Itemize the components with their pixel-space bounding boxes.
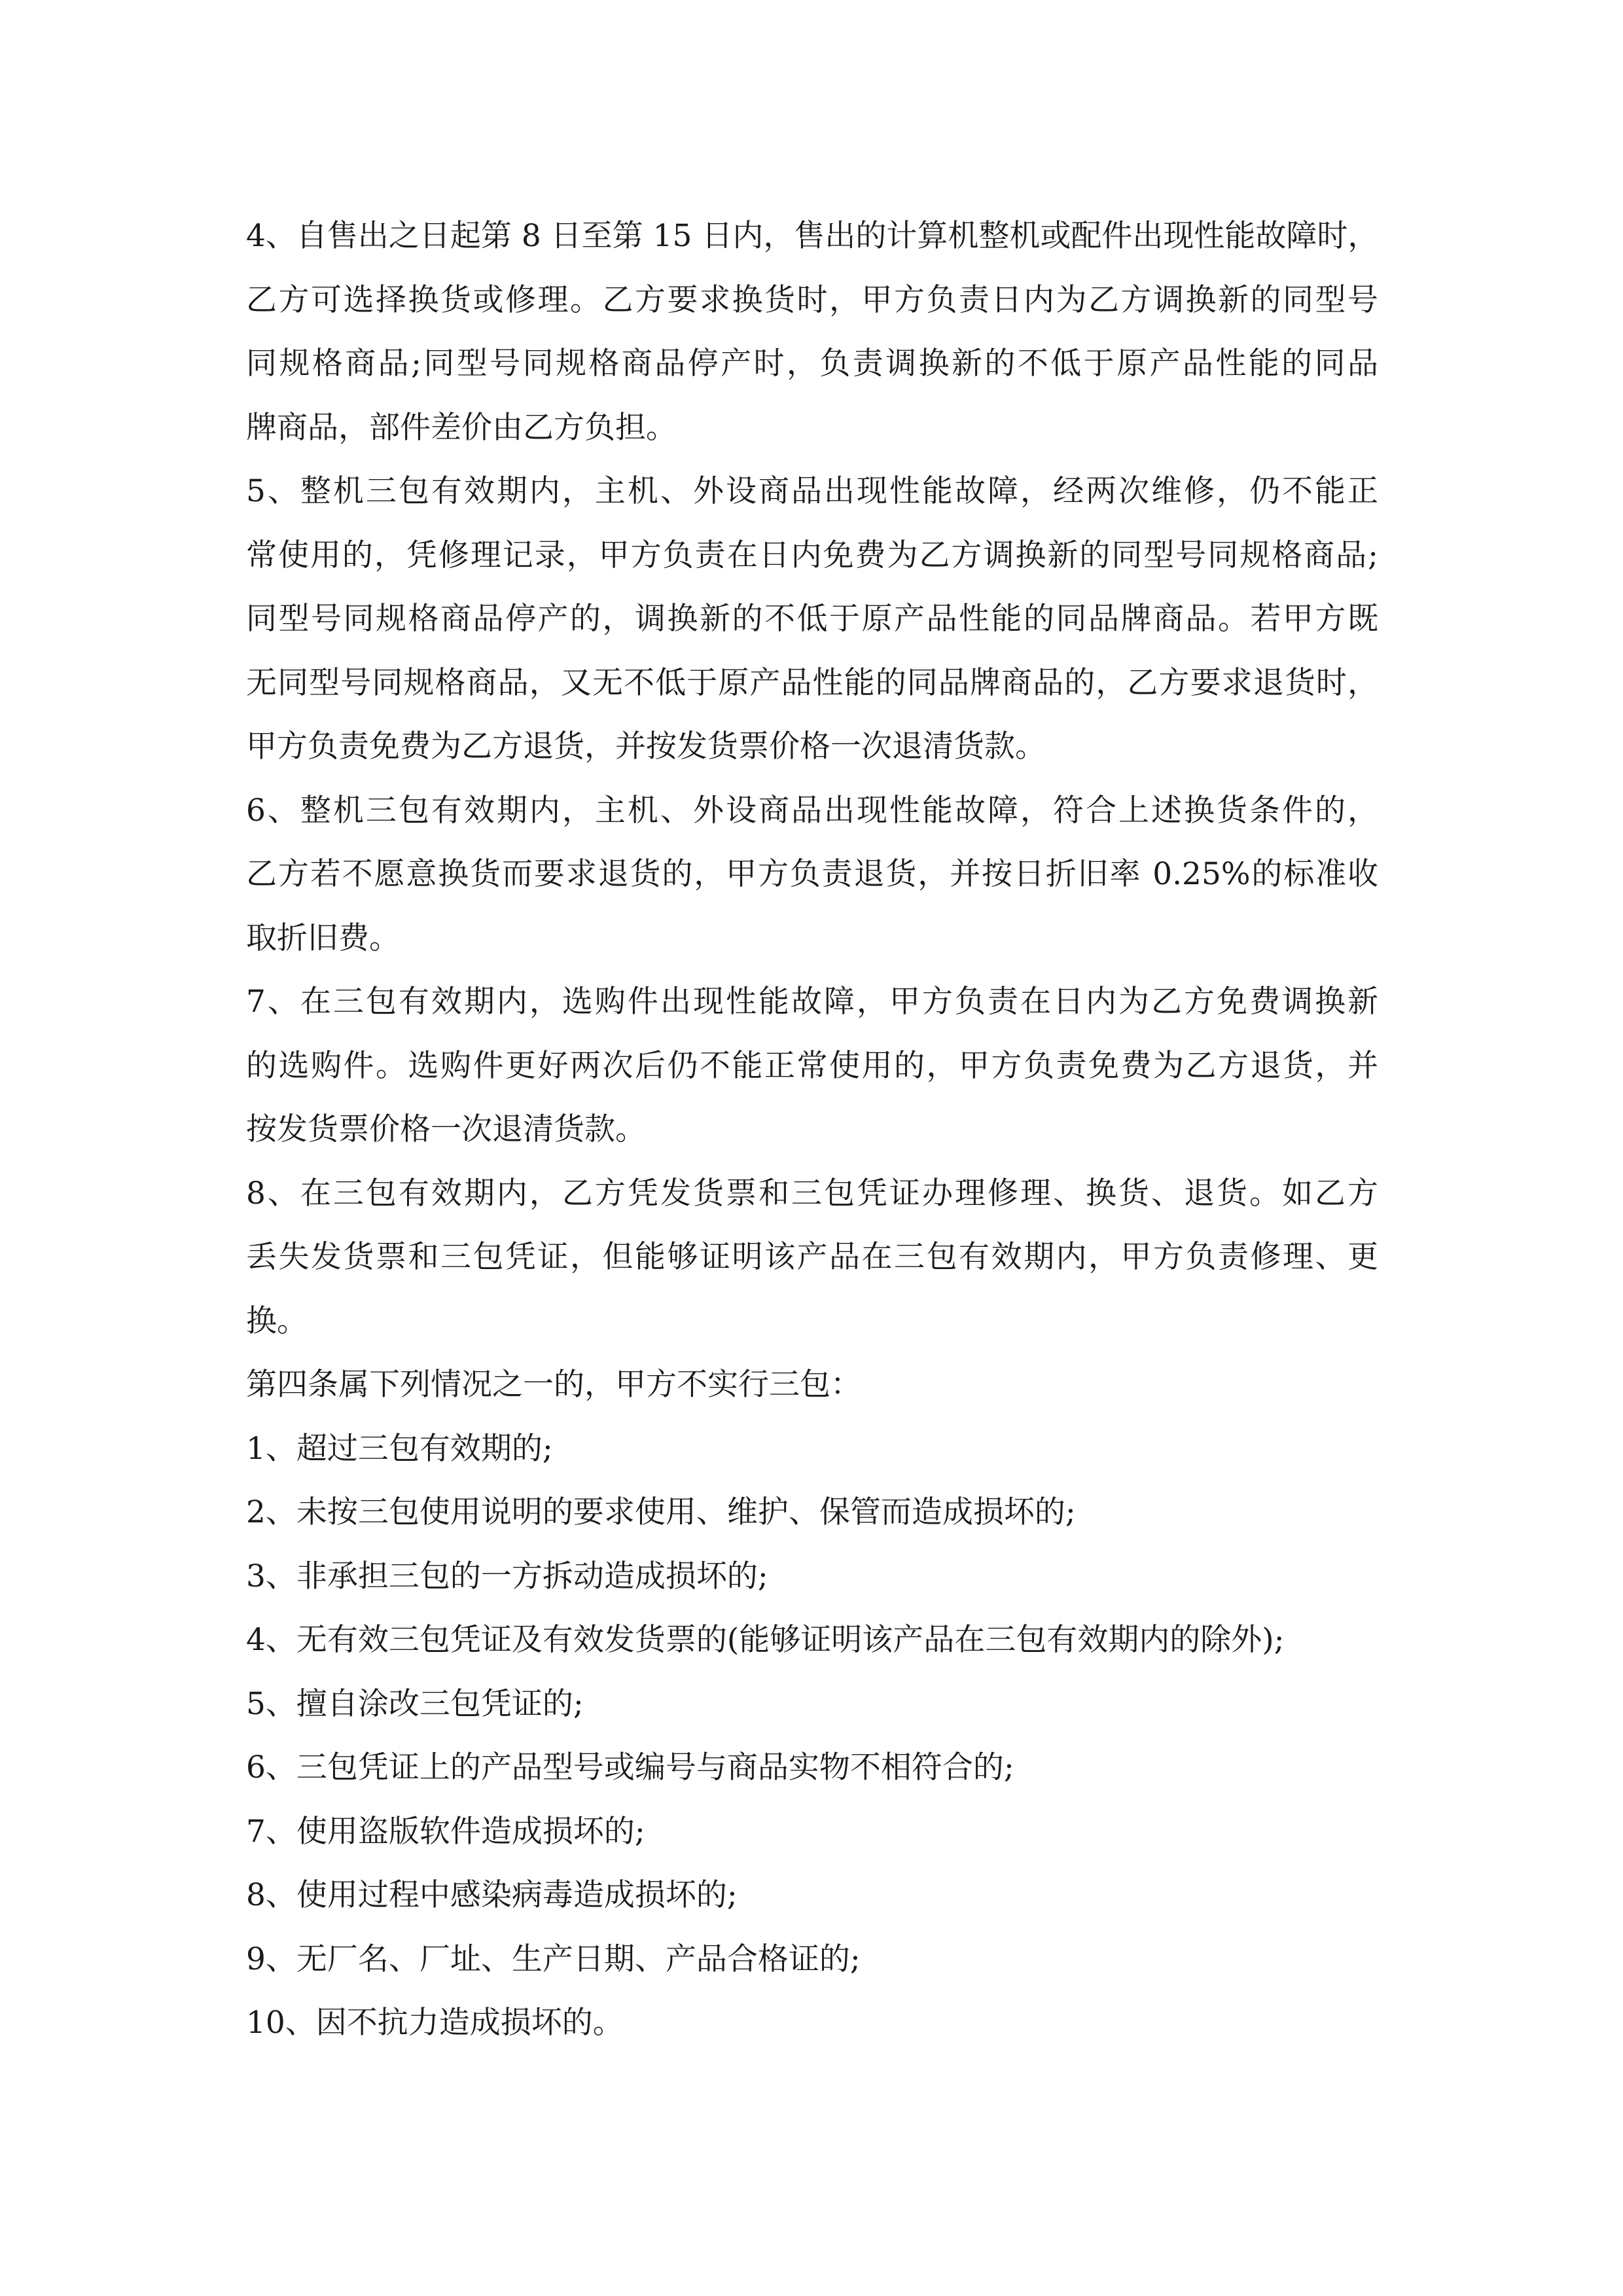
clause-4-line-3: 同规格商品;同型号同规格商品停产时，负责调换新的不低于原产品性能的同品 [246, 346, 1378, 382]
clause-4-line-1: 4、自售出之日起第 8 日至第 15 日内，售出的计算机整机或配件出现性能故障时， [246, 218, 1379, 254]
clause-4-line-4: 牌商品，部件差价由乙方负担。 [246, 409, 677, 446]
clause-4-line-2: 乙方可选择换货或修理。乙方要求换货时，甲方负责日内为乙方调换新的同型号 [246, 281, 1378, 318]
clause-5-line-3: 同型号同规格商品停产的，调换新的不低于原产品性能的同品牌商品。若甲方既 [246, 601, 1378, 637]
clause-7-line-3: 按发货票价格一次退清货款。 [246, 1111, 646, 1147]
exclusion-item-3: 3、非承担三包的一方拆动造成损坏的; [246, 1558, 768, 1594]
clause-5-line-4: 无同型号同规格商品，又无不低于原产品性能的同品牌商品的，乙方要求退货时， [246, 664, 1378, 701]
exclusion-item-9: 9、无厂名、厂址、生产日期、产品合格证的; [246, 1941, 861, 1977]
clause-8-line-1: 8、在三包有效期内，乙方凭发货票和三包凭证办理修理、换货、退货。如乙方 [246, 1175, 1378, 1211]
clause-6-line-3: 取折旧费。 [246, 920, 400, 956]
clause-5-line-1: 5、整机三包有效期内，主机、外设商品出现性能故障，经两次维修，仍不能正 [246, 473, 1378, 509]
clause-6-line-2: 乙方若不愿意换货而要求退货的，甲方负责退货，并按日折旧率 0.25%的标准收 [246, 856, 1378, 892]
exclusion-item-10: 10、因不抗力造成损坏的。 [246, 2005, 624, 2041]
exclusion-item-1: 1、超过三包有效期的; [246, 1430, 553, 1467]
exclusion-item-7: 7、使用盗版软件造成损坏的; [246, 1813, 645, 1850]
exclusion-item-8: 8、使用过程中感染病毒造成损坏的; [246, 1877, 738, 1913]
document-body [246, 204, 1378, 2055]
clause-6-line-1: 6、整机三包有效期内，主机、外设商品出现性能故障，符合上述换货条件的， [246, 792, 1378, 829]
clause-7-line-2: 的选购件。选购件更好两次后仍不能正常使用的，甲方负责免费为乙方退货，并 [246, 1047, 1378, 1084]
clause-8-line-2: 丢失发货票和三包凭证，但能够证明该产品在三包有效期内，甲方负责修理、更 [246, 1239, 1378, 1275]
clause-7-line-1: 7、在三包有效期内，选购件出现性能故障，甲方负责在日内为乙方免费调换新 [246, 984, 1378, 1020]
exclusion-item-6: 6、三包凭证上的产品型号或编号与商品实物不相符合的; [246, 1749, 1014, 1785]
exclusion-item-4: 4、无有效三包凭证及有效发货票的(能够证明该产品在三包有效期内的除外); [246, 1622, 1285, 1658]
clause-5-line-2: 常使用的，凭修理记录，甲方负责在日内免费为乙方调换新的同型号同规格商品; [246, 537, 1378, 573]
article-4-heading: 第四条属下列情况之一的，甲方不实行三包： [246, 1367, 861, 1403]
exclusion-item-2: 2、未按三包使用说明的要求使用、维护、保管而造成损坏的; [246, 1494, 1076, 1530]
clause-5-line-5: 甲方负责免费为乙方退货，并按发货票价格一次退清货款。 [246, 728, 1046, 764]
exclusion-item-5: 5、擅自涂改三包凭证的; [246, 1685, 584, 1722]
clause-8-line-3: 换。 [246, 1302, 308, 1339]
